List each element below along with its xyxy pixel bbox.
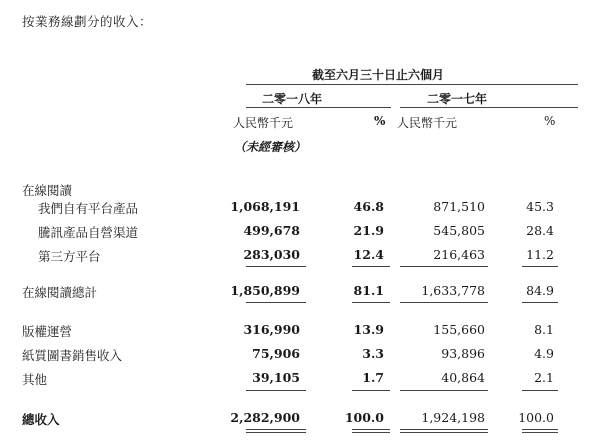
- pct-2017: 4.9: [534, 346, 554, 361]
- total-rule-top: [400, 429, 488, 430]
- total-rule-top: [352, 429, 390, 430]
- value-2017: 1,633,778: [421, 283, 485, 298]
- value-2018: 1,850,899: [230, 283, 300, 298]
- row-label: 我們自有平台產品: [38, 201, 139, 216]
- period-underline: [246, 84, 578, 85]
- year-2018-underline: [246, 107, 391, 108]
- pct-2018: 81.1: [353, 283, 384, 298]
- unit-header-2017: 人民幣千元: [397, 116, 458, 130]
- value-2018: 1,068,191: [230, 199, 300, 214]
- pct-2017: 11.2: [526, 247, 554, 262]
- pct-2017: 2.1: [534, 370, 554, 385]
- total-value-2017: 1,924,198: [421, 410, 485, 425]
- pct-2018: 1.7: [362, 370, 384, 385]
- total-rule-top: [522, 429, 558, 430]
- pct-2017: 8.1: [534, 322, 554, 337]
- row-label: 第三方平台: [38, 249, 101, 264]
- value-2017: 871,510: [433, 199, 485, 214]
- total-rule-bottom: [522, 432, 558, 433]
- value-2018: 499,678: [243, 223, 300, 238]
- section-label-online-reading: 在線閱讀: [22, 183, 73, 198]
- value-2017: 40,864: [441, 370, 485, 385]
- total-value-2018: 2,282,900: [230, 410, 300, 425]
- year-header-2018: 二零一八年: [262, 92, 323, 106]
- row-label: 騰訊產品自營渠道: [38, 225, 139, 240]
- year-header-2017: 二零一七年: [427, 92, 488, 106]
- unit-header-2018: 人民幣千元: [233, 116, 294, 130]
- value-2017: 216,463: [433, 247, 485, 262]
- unaudited-note: （未經審核）: [234, 140, 307, 154]
- total-rule-top: [246, 429, 306, 430]
- subtotal-rule: [352, 302, 390, 303]
- row-label: 在線閱讀總計: [22, 285, 98, 300]
- value-2018: 75,906: [252, 346, 300, 361]
- value-2018: 283,030: [243, 247, 300, 262]
- total-rule-bottom: [400, 432, 488, 433]
- pct-header-2017: %: [544, 114, 556, 128]
- total-pct-2018: 100.0: [344, 410, 384, 425]
- value-2017: 155,660: [433, 322, 485, 337]
- pct-2018: 13.9: [353, 322, 384, 337]
- subtotal-rule: [400, 390, 488, 391]
- row-label: 紙質圖書銷售收入: [22, 348, 123, 363]
- value-2017: 545,805: [433, 223, 485, 238]
- subtotal-rule: [400, 266, 488, 267]
- pct-2017: 28.4: [526, 223, 554, 238]
- subtotal-rule: [246, 390, 306, 391]
- total-rule-bottom: [352, 432, 390, 433]
- period-header: 截至六月三十日止六個月: [312, 68, 445, 82]
- value-2018: 316,990: [243, 322, 300, 337]
- total-label: 總收入: [22, 412, 60, 427]
- subtotal-rule: [352, 390, 390, 391]
- row-label: 其他: [22, 372, 48, 387]
- pct-2018: 21.9: [353, 223, 384, 238]
- value-2017: 93,896: [441, 346, 485, 361]
- subtotal-rule: [522, 266, 558, 267]
- subtotal-rule: [522, 390, 558, 391]
- pct-2018: 46.8: [353, 199, 384, 214]
- subtotal-rule: [246, 266, 306, 267]
- row-label: 版權運營: [22, 324, 73, 339]
- total-rule-bottom: [246, 432, 306, 433]
- subtotal-rule: [400, 302, 488, 303]
- subtotal-rule: [522, 302, 558, 303]
- year-2017-underline: [400, 107, 578, 108]
- pct-header-2018: %: [374, 114, 386, 128]
- total-pct-2017: 100.0: [518, 410, 554, 425]
- pct-2018: 12.4: [353, 247, 384, 262]
- intro-text: 按業務線劃分的收入：: [22, 14, 153, 29]
- value-2018: 39,105: [252, 370, 300, 385]
- subtotal-rule: [352, 266, 390, 267]
- pct-2017: 84.9: [526, 283, 554, 298]
- pct-2018: 3.3: [362, 346, 384, 361]
- pct-2017: 45.3: [526, 199, 554, 214]
- subtotal-rule: [246, 302, 306, 303]
